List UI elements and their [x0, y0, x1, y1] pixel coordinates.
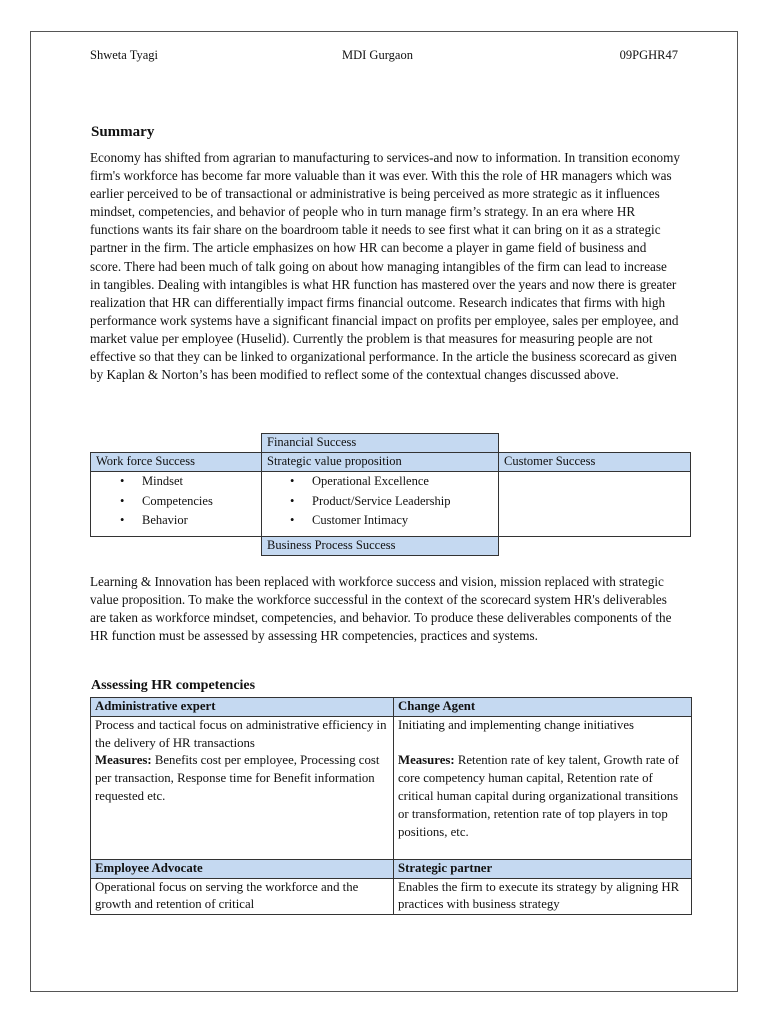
strategic-list [287, 472, 451, 531]
customer-success-cell: Customer Success [498, 452, 691, 472]
change-agent-heading: Change Agent [394, 698, 692, 717]
author-name: Shweta Tyagi [90, 48, 158, 62]
change-agent-cell [394, 716, 692, 859]
strategic-partner-heading: Strategic partner [394, 859, 692, 878]
summary-heading: Summary [91, 124, 155, 140]
list-item: • Behavior [117, 511, 213, 531]
business-process-cell: Business Process Success [261, 536, 499, 556]
admin-desc: Process and tactical focus on administrative efficiency in the delivery of HR transactions [95, 717, 387, 750]
financial-success-cell: Financial Success [261, 433, 499, 453]
list-item: • Competencies [117, 492, 213, 512]
hr-competencies-table [90, 697, 692, 915]
page-header [90, 48, 678, 66]
roll-number: 09PGHR47 [619, 48, 678, 62]
summary-paragraph: Economy has shifted from agrarian to manufacturing to services-and now to information. In transition economy firm's workforce has become far more valuable than it was ever. With this the role of HR managers which was earlier perceived to be of transactional or administrative is being perceived as more strategic as it influences mindset, competencies, and behavior of people who in turn manage firm’s strategy. In an era where HR functions wants its fair share on the boardroom table it needs to see first what it can bring on it as a strategic partner in the firm. The article emphasizes on how HR can become a player in game field of business and score. There had been much of talk going on about how managing intangibles of the firm can lead to increase in tangibles. Dealing with intangibles is what HR function has mastered over the years and now there is greater realization that HR can differentially impact firms financial outcome. Research indicates that firms with high performance work systems have a significant financial impact on profits per employee, sales per employee, and market value per employee (Huselid). Currently the problem is that measures for measuring people are not effective so that they can be linked to organizational performance. In the article the business scorecard as given by Kaplan & Norton’s has been modified to reflect some of the contextual changes discussed above. [90, 150, 680, 383]
table-row [91, 716, 692, 859]
table-row [91, 859, 692, 878]
assessing-heading: Assessing HR competencies [91, 678, 256, 693]
change-measures-label: Measures: [398, 753, 455, 768]
workforce-success-cell: Work force Success [90, 452, 262, 472]
list-item: • Operational Excellence [287, 472, 451, 492]
admin-expert-cell [91, 716, 394, 859]
strategic-value-cell: Strategic value proposition [261, 452, 499, 472]
employee-advocate-cell: Operational focus on serving the workforce and the growth and retention of critical [91, 878, 394, 915]
table-row [91, 698, 692, 717]
table-row [91, 878, 692, 915]
customer-empty-cell [498, 471, 691, 537]
institute-name: MDI Gurgaon [342, 48, 413, 62]
strategic-partner-cell: Enables the firm to execute its strategy by aligning HR practices with business strategy [394, 878, 692, 915]
list-item: • Customer Intimacy [287, 511, 451, 531]
workforce-paragraph: Learning & Innovation has been replaced with workforce success and vision, mission replaced with strategic value proposition. To make the workforce successful in the context of the scorecard system HR's deliverables are taken as workforce mindset, competencies, and behavior. To produce these deliverables components of the HR function must be assessed by assessing HR competencies, practices and systems. [90, 574, 672, 644]
change-measures: Retention rate of key talent, Growth rate of core competency human capital, Retention rate of critical human capital during organizational transitions or transformation, retention rate of top players in top positions, etc. [398, 753, 679, 839]
employee-advocate-heading: Employee Advocate [91, 859, 394, 878]
admin-measures-label: Measures: [95, 753, 152, 768]
admin-measures: Benefits cost per employee, Processing cost per transaction, Response time for Benefit information requested etc. [95, 753, 380, 803]
change-desc: Initiating and implementing change initiatives [398, 717, 634, 732]
workforce-list [117, 472, 213, 531]
admin-expert-heading: Administrative expert [91, 698, 394, 717]
list-item: • Mindset [117, 472, 213, 492]
list-item: • Product/Service Leadership [287, 492, 451, 512]
